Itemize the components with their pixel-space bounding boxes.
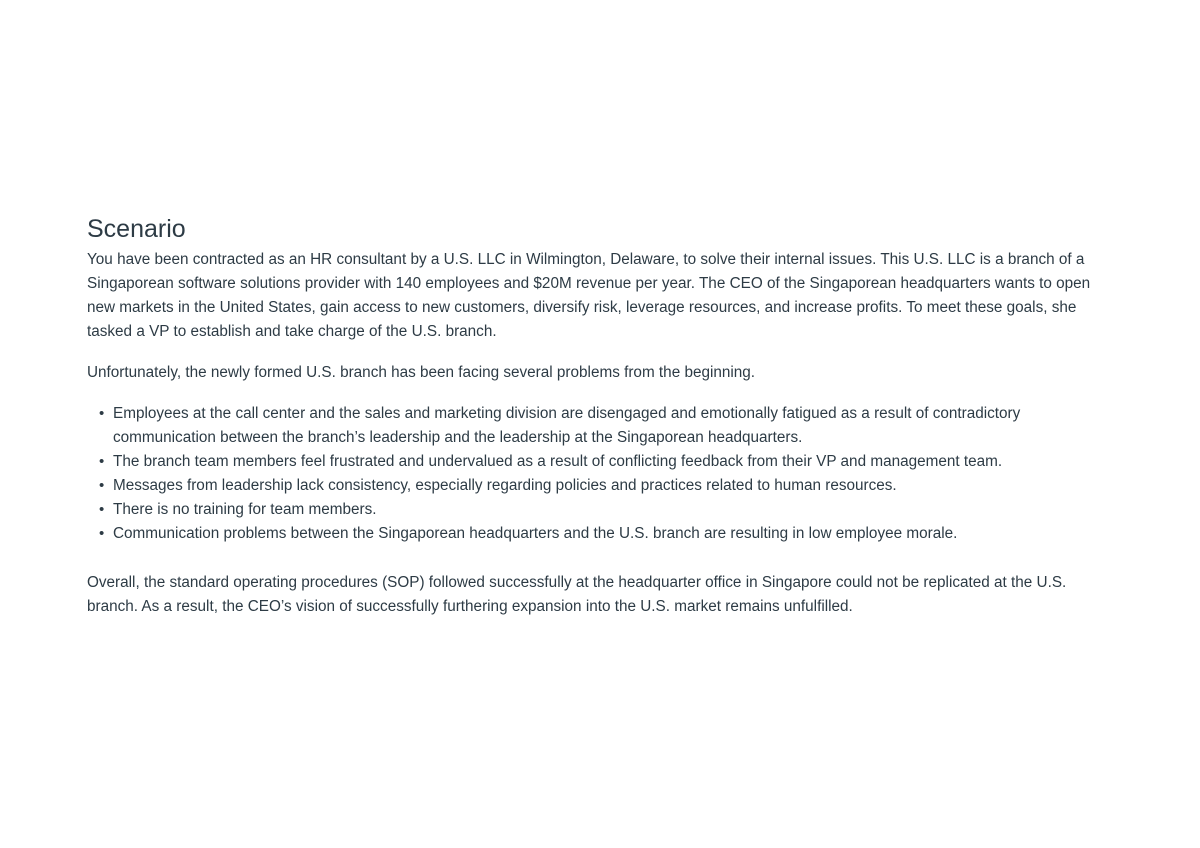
list-item-text: Messages from leadership lack consistency, especially regarding policies and practices related to human resources. [113, 477, 897, 494]
problems-lead-paragraph: Unfortunately, the newly formed U.S. branch has been facing several problems from the beginning. [87, 364, 756, 381]
intro-paragraph: You have been contracted as an HR consultant by a U.S. LLC in Wilmington, Delaware, to solve their internal issues. This U.S. LLC is a branch of a Singaporean software solutions provider with 140 employees and $20M revenue per year. The CEO of the Singaporean headquarters wants to open new markets in the United States, gain access to new customers, diversify risk, leverage resources, and increase profits. To meet these goals, she tasked a VP to establish and take charge of the U.S. branch. [87, 251, 1091, 340]
list-item [99, 474, 1104, 498]
bullet-icon: • [99, 477, 105, 494]
list-item [99, 498, 1104, 522]
bullet-icon: • [99, 525, 105, 542]
list-item [99, 450, 1104, 474]
conclusion-paragraph: Overall, the standard operating procedures (SOP) followed successfully at the headquarter office in Singapore could not be replicated at the U.S. branch. As a result, the CEO’s vision of successfully furthering expansion into the U.S. market remains unfulfilled. [87, 574, 1067, 615]
list-item [99, 402, 1104, 450]
problems-list [87, 402, 1104, 546]
section-heading: Scenario [87, 215, 186, 243]
list-item-text: There is no training for team members. [113, 501, 377, 518]
bullet-icon: • [99, 501, 105, 518]
bullet-icon: • [99, 405, 105, 422]
list-item [99, 522, 1104, 546]
list-item-text: The branch team members feel frustrated and undervalued as a result of conflicting feedback from their VP and management team. [113, 453, 1003, 470]
list-item-text: Communication problems between the Singaporean headquarters and the U.S. branch are resulting in low employee morale. [113, 525, 958, 542]
bullet-icon: • [99, 453, 105, 470]
list-item-text: Employees at the call center and the sales and marketing division are disengaged and emotionally fatigued as a result of contradictory communication between the branch’s leadership and the leadership at the Singaporean headquarters. [113, 405, 1021, 446]
